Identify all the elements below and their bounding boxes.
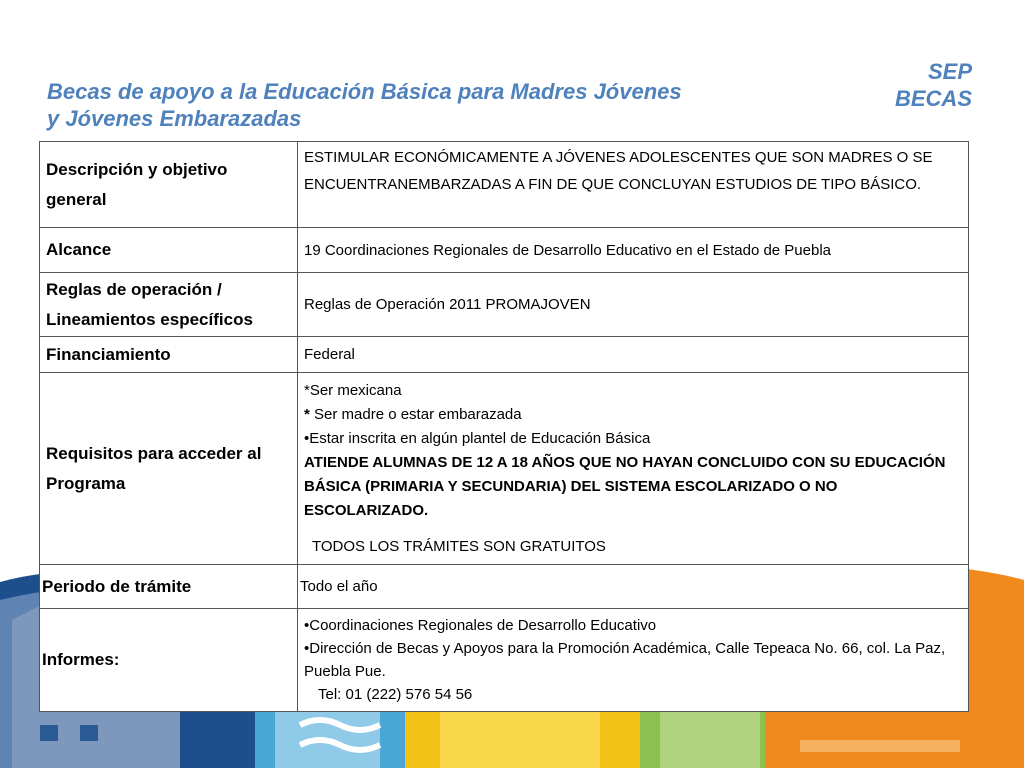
row-value-periodo: Todo el año (298, 565, 969, 609)
row-value-informes (298, 609, 969, 712)
table-row (40, 373, 969, 565)
informes-phone: Tel: 01 (222) 576 54 56 (318, 686, 473, 703)
table-row (40, 337, 969, 373)
row-value-reglas: Reglas de Operación 2011 PROMAJOVEN (298, 273, 969, 337)
informes-item: •Dirección de Becas y Apoyos para la Promoción Académica, Calle Tepeaca No. 66, col. La Paz, Puebla Pue. (304, 640, 946, 680)
title-line-1: Becas de apoyo a la Educación Básica para Madres Jóvenes (47, 79, 682, 104)
row-label-periodo: Periodo de trámite (40, 565, 298, 609)
requisito-item-text: Ser madre o estar embarazada (314, 405, 522, 423)
informes-item: •Coordinaciones Regionales de Desarrollo Educativo (304, 617, 657, 634)
table-row (40, 142, 969, 228)
table-row (40, 228, 969, 273)
requisito-item: •Estar inscrita en algún plantel de Educación Básica (304, 429, 651, 447)
table-row (40, 609, 969, 712)
row-label-requisitos: Requisitos para acceder al Programa (40, 373, 298, 565)
row-label-descripcion: Descripción y objetivo general (40, 142, 298, 228)
page-title (47, 78, 807, 132)
table-row (40, 565, 969, 609)
row-label-financiamiento: Financiamiento (40, 337, 298, 373)
requisito-star: * (304, 405, 310, 423)
program-info-table (39, 141, 969, 712)
requisito-item: *Ser mexicana (304, 381, 402, 399)
row-value-financiamiento: Federal (298, 337, 969, 373)
brand-logo-text (895, 58, 972, 112)
row-value-requisitos (298, 373, 969, 565)
row-value-alcance: 19 Coordinaciones Regionales de Desarrollo Educativo en el Estado de Puebla (298, 228, 969, 273)
brand-line-2: BECAS (894, 86, 972, 111)
title-line-2: y Jóvenes Embarazadas (47, 106, 302, 131)
requisito-age-note: ATIENDE ALUMNAS DE 12 A 18 AÑOS QUE NO HAYAN CONCLUIDO CON SU EDUCACIÓN BÁSICA (PRIMARIA Y SECUNDARIA) DEL SISTEMA ESCOLARIZADO O NO ESCOLARIZADO. (304, 453, 946, 519)
requisito-free-note: TODOS LOS TRÁMITES SON GRATUITOS (312, 537, 606, 555)
brand-line-1: SEP (927, 59, 972, 84)
row-label-informes: Informes: (40, 609, 298, 712)
table-row (40, 273, 969, 337)
row-label-alcance: Alcance (40, 228, 298, 273)
requisito-item (304, 403, 962, 427)
row-value-descripcion: ESTIMULAR ECONÓMICAMENTE A JÓVENES ADOLESCENTES QUE SON MADRES O SE ENCUENTRANEMBARZADAS A FIN DE QUE CONCLUYAN ESTUDIOS DE TIPO BÁSICO. (298, 142, 969, 228)
row-label-reglas: Reglas de operación / Lineamientos específicos (40, 273, 298, 337)
